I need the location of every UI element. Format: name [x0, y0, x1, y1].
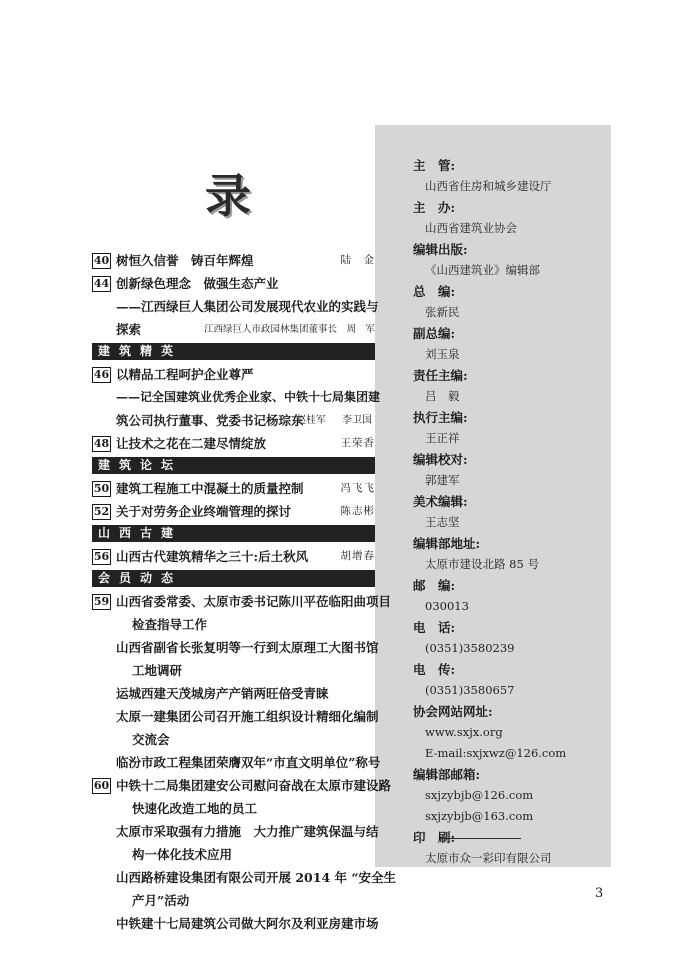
- page-number-box: 50: [93, 482, 110, 495]
- toc-entry-44[interactable]: [92, 272, 375, 295]
- page-number-box: 52: [93, 505, 110, 518]
- sponsor-value: 山西省住房和城乡建设厅: [425, 179, 552, 193]
- toc-entry-56[interactable]: [92, 545, 375, 568]
- toc-entry-46[interactable]: [92, 363, 375, 386]
- toc-line[interactable]: 太原市采取强有力措施 大力推广建筑保温与结: [116, 824, 379, 839]
- entry-title: 建筑工程施工中混凝土的质量控制: [116, 481, 304, 496]
- printer-value: 太原市众一彩印有限公司: [425, 851, 552, 865]
- entry-title: 关于对劳务企业终端管理的探讨: [116, 504, 292, 519]
- proofreader-label: 编辑校对:: [413, 452, 468, 467]
- host-value: 山西省建筑业协会: [425, 221, 517, 235]
- chief-editor-label: 总 编:: [413, 284, 456, 299]
- responsible-editor-value: 吕 毅: [425, 389, 460, 403]
- entry-subtitle: ——记全国建筑业优秀企业家、中铁十七局集团建: [116, 390, 381, 404]
- toc-line: 工地调研: [132, 663, 183, 678]
- entry-author: 江西绿巨人市政园林集团董事长 周 军: [203, 324, 375, 335]
- toc-entry-60[interactable]: [92, 774, 392, 797]
- zip-value: 030013: [425, 599, 469, 613]
- mailbox-link-1[interactable]: sxjzybjb@126.com: [425, 788, 534, 802]
- toc-line: 产月”活动: [132, 893, 190, 908]
- page-number-box: 56: [93, 550, 110, 563]
- executive-editor-value: 王正祥: [425, 431, 460, 445]
- website-link[interactable]: www.sxjx.org: [425, 725, 503, 739]
- toc-line: 检查指导工作: [132, 617, 208, 632]
- telephone-value: (0351)3580239: [425, 641, 515, 655]
- editorial-mailbox-label: 编辑部邮箱:: [413, 767, 481, 782]
- page-number-box: 44: [93, 277, 110, 290]
- art-editor-value: 王志坚: [425, 515, 460, 529]
- page-number-box: 40: [93, 254, 110, 267]
- divider: [441, 838, 521, 839]
- entry-title: 山西省委常委、太原市委书记陈川平莅临阳曲项目: [116, 594, 392, 609]
- entry-author: 冯飞飞: [340, 482, 375, 494]
- address-value: 太原市建设北路 85 号: [425, 557, 539, 571]
- toc-entry-40[interactable]: [92, 249, 375, 272]
- host-label: 主 办:: [413, 200, 456, 215]
- publisher-label: 编辑出版:: [413, 242, 468, 257]
- telephone-label: 电 话:: [413, 620, 456, 635]
- executive-editor-label: 执行主编:: [413, 410, 468, 425]
- printer-label: 印 刷:: [413, 827, 603, 848]
- entry-author: 胡增春: [340, 550, 375, 562]
- toc-line[interactable]: 中铁建十七局建筑公司做大阿尔及利亚房建市场: [116, 916, 379, 931]
- toc-heading: 录: [205, 169, 251, 223]
- entry-title: 创新绿色理念 做强生态产业: [116, 276, 279, 291]
- mailbox-link-2[interactable]: sxjzybjb@163.com: [425, 809, 534, 823]
- toc-subtitle-line: [92, 386, 381, 409]
- toc-line[interactable]: 运城西建天茂城房产产销两旺倍受青睐: [116, 686, 329, 701]
- toc-line[interactable]: 山西路桥建设集团有限公司开展 2014 年 “安全生: [116, 870, 397, 885]
- entry-author: 王荣香: [340, 437, 375, 449]
- toc-line[interactable]: 太原一建集团公司召开施工组织设计精细化编制: [116, 709, 379, 724]
- page-number-box: 60: [93, 779, 110, 792]
- zip-label: 邮 编:: [413, 578, 456, 593]
- section-header-ancient: 山西古建: [92, 525, 375, 542]
- toc-subtitle-line: [92, 295, 379, 318]
- toc-line: 快速化改造工地的员工: [132, 801, 258, 816]
- website-label: 协会网站网址:: [413, 704, 493, 719]
- masthead: [413, 155, 603, 869]
- entry-title: 树恒久信誉 铸百年辉煌: [116, 253, 254, 268]
- toc-line: 构一体化技术应用: [132, 847, 233, 862]
- toc-entry-52[interactable]: [92, 500, 375, 523]
- toc-entry-50[interactable]: [92, 477, 375, 500]
- fax-value: (0351)3580657: [425, 683, 515, 697]
- address-label: 编辑部地址:: [413, 536, 481, 551]
- deputy-editor-value: 刘玉泉: [425, 347, 460, 361]
- entry-title: 以精品工程呵护企业尊严: [116, 367, 254, 382]
- toc-subtitle-line: [92, 318, 375, 341]
- sponsor-label: 主 管:: [413, 158, 456, 173]
- entry-author: 李卫国: [342, 415, 372, 426]
- deputy-editor-label: 副总编:: [413, 326, 456, 341]
- toc-entry-48[interactable]: [92, 432, 375, 455]
- section-header-forum: 建筑论坛: [92, 457, 375, 474]
- entry-title: 中铁十二局集团建安公司慰问奋战在太原市建设路: [116, 778, 392, 793]
- chief-editor-value: 张新民: [425, 305, 460, 319]
- proofreader-value: 郭建军: [425, 473, 460, 487]
- table-of-contents: [92, 249, 397, 935]
- page-number-box: 46: [93, 368, 110, 381]
- entry-author: 赵桂军: [296, 415, 326, 426]
- page-number-box: 48: [93, 437, 110, 450]
- toc-line[interactable]: 山西省副省长张复明等一行到太原理工大图书馆: [116, 640, 379, 655]
- entry-subtitle: ——江西绿巨人集团公司发展现代农业的实践与: [116, 299, 379, 314]
- page-number-box: 59: [93, 595, 110, 608]
- responsible-editor-label: 责任主编:: [413, 368, 468, 383]
- fax-label: 电 传:: [413, 662, 456, 677]
- section-header-elite: 建筑精英: [92, 343, 375, 360]
- art-editor-label: 美术编辑:: [413, 494, 468, 509]
- publisher-value: 《山西建筑业》编辑部: [425, 263, 540, 277]
- entry-subtitle: 探索: [116, 322, 142, 337]
- entry-title: 让技术之花在二建尽情绽放: [116, 436, 267, 451]
- entry-subtitle: 筑公司执行董事、党委书记杨琮东: [116, 413, 304, 428]
- toc-entry-59[interactable]: [92, 590, 392, 613]
- toc-line: 交流会: [132, 732, 170, 747]
- page-number: 3: [595, 886, 604, 901]
- entry-author: 陈志彬: [340, 505, 375, 517]
- entry-title: 山西古代建筑精华之三十:后土秋风: [116, 549, 309, 564]
- toc-line[interactable]: 临汾市政工程集团荣膺双年“市直文明单位”称号: [116, 755, 381, 770]
- entry-author: 陆 金: [340, 254, 375, 266]
- section-header-members: 会员动态: [92, 570, 375, 587]
- email-link[interactable]: E-mail:sxjxwz@126.com: [425, 746, 567, 760]
- toc-subtitle-line: [92, 409, 375, 432]
